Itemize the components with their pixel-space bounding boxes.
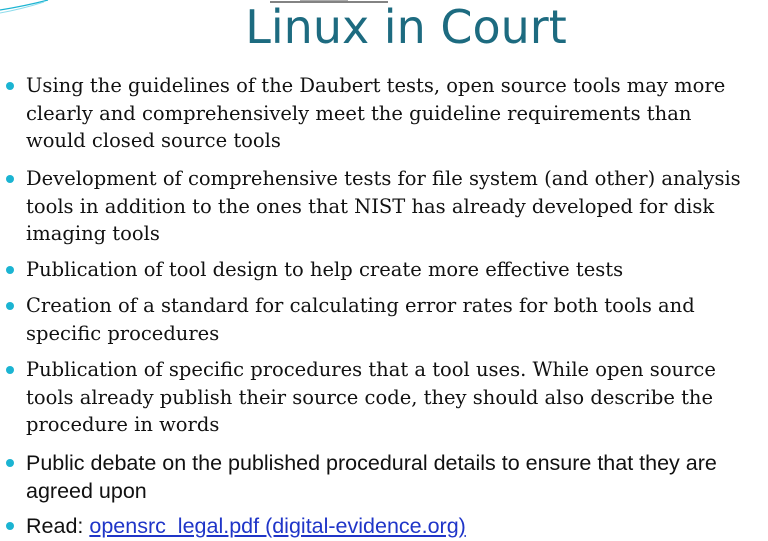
bullet-item-tool-design xyxy=(26,256,756,284)
slide-title: Linux in Court xyxy=(245,0,567,54)
bullet-icon xyxy=(6,175,14,183)
bullet-icon xyxy=(6,266,14,274)
bullet-text: Using the guidelines of the Daubert tests, open source tools may more clearly and comprehensively meet the guideline requirements than would closed source tools xyxy=(26,74,726,152)
bullet-item-public-debate xyxy=(26,449,756,505)
bullet-icon xyxy=(6,522,14,530)
bullet-item-comprehensive-tests xyxy=(26,165,756,248)
bullet-text: Publication of specific procedures that a tool uses. While open source tools already publish their source code, they should also describe the procedure in words xyxy=(26,358,716,436)
bullet-icon xyxy=(6,82,14,90)
bullet-item-procedures xyxy=(26,356,756,439)
bullet-text: Development of comprehensive tests for file system (and other) analysis tools in addition to the ones that NIST has already developed for disk imaging tools xyxy=(26,167,741,245)
bullet-icon xyxy=(6,366,14,374)
bullet-icon xyxy=(6,459,14,467)
read-label: Read: xyxy=(26,514,90,538)
bullet-item-read xyxy=(26,512,756,540)
reference-link[interactable]: opensrc_legal.pdf (digital-evidence.org) xyxy=(89,514,466,538)
bullet-text: Creation of a standard for calculating error rates for both tools and specific procedures xyxy=(26,294,695,345)
bullet-item-daubert xyxy=(26,72,756,155)
bullet-item-error-rates xyxy=(26,292,756,347)
bullet-text: Public debate on the published procedural details to ensure that they are agreed upon xyxy=(26,451,717,503)
bullet-text: Publication of tool design to help create more effective tests xyxy=(26,258,624,281)
bullet-icon xyxy=(6,302,14,310)
